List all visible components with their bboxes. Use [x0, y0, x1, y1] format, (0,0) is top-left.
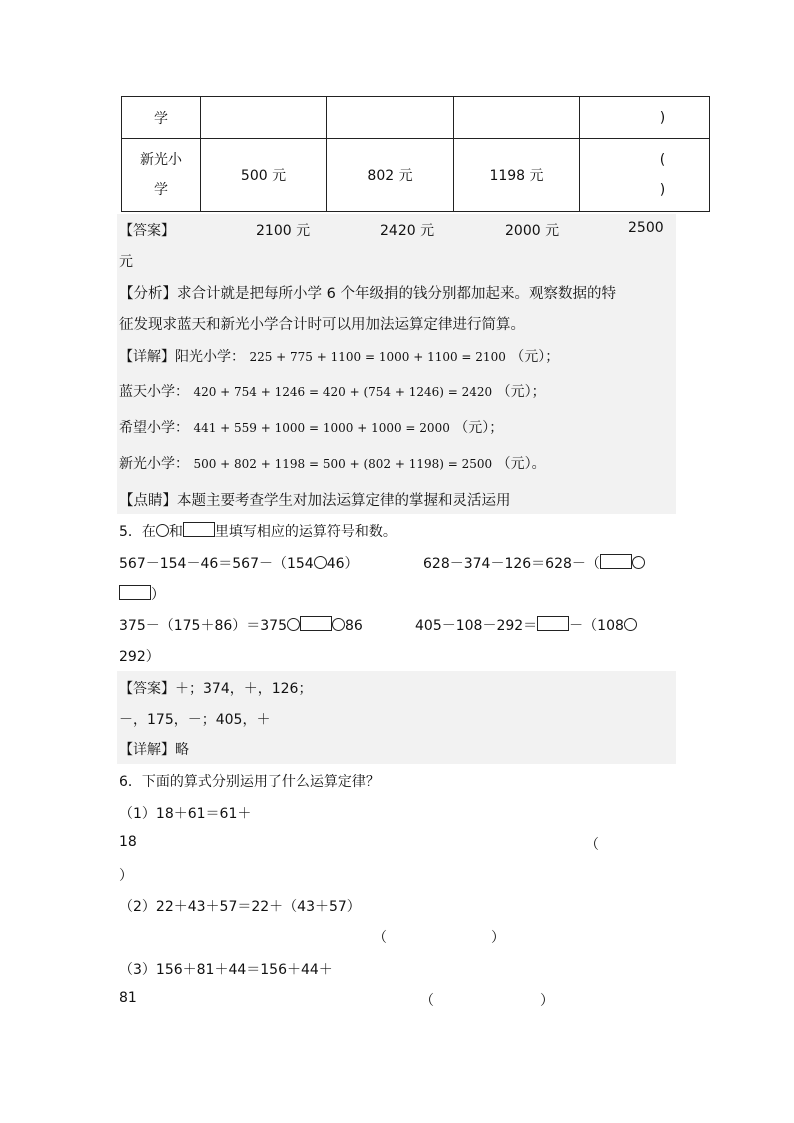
- q5-title-and: 和: [168, 524, 183, 540]
- q6-part-1: （1）18＋61＝61＋: [119, 806, 252, 822]
- q5-expr-2b: ）: [151, 587, 165, 603]
- q6-part-3-cont: 81: [119, 990, 137, 1006]
- circle-blank-icon: [156, 524, 169, 537]
- total-open-paren: (: [659, 152, 666, 168]
- q5-title-prefix: 5．在: [119, 524, 156, 540]
- q5-expr-3b: 86: [344, 618, 363, 634]
- q5-expr-2a: 628－374－126＝628－（: [423, 556, 600, 572]
- detail-school-label: 新光小学：: [119, 456, 189, 472]
- table-cell: 学: [122, 97, 201, 139]
- q6-part-1-open-paren: （: [585, 837, 599, 853]
- table-cell-total: [580, 139, 710, 212]
- q6-part-2-close-paren: ）: [491, 930, 505, 946]
- detail-label: 【详解】阳光小学：: [119, 349, 245, 365]
- table-cell: 1198 元: [454, 139, 580, 212]
- comment-line: 【点睛】本题主要考查学生对加法运算定律的掌握和灵活运用: [119, 493, 511, 509]
- table-cell-school: [122, 139, 201, 212]
- detail-school-label: 蓝天小学：: [119, 384, 189, 400]
- detail-school-label: 希望小学：: [119, 420, 189, 436]
- circle-blank-icon: [332, 618, 345, 631]
- detail-unit-1: （元）；: [510, 349, 560, 365]
- detail-expression-1: 225 + 775 + 1100 = 1000 + 1100 = 2100: [249, 350, 506, 364]
- q6-title: 6．下面的算式分别运用了什么运算定律？: [119, 774, 380, 790]
- q5-expr-1a: 567－154－46＝567－（154: [119, 556, 314, 572]
- q5-expr-4b: －（108: [569, 618, 624, 634]
- box-blank-icon: [300, 616, 332, 631]
- box-blank-icon: [119, 585, 151, 600]
- box-blank-icon: [183, 522, 215, 537]
- table-cell: [327, 97, 454, 139]
- q5-detail: 【详解】略: [119, 742, 189, 758]
- school-name-line2: 学: [154, 182, 168, 198]
- answer-value-1: 2100 元: [256, 223, 311, 239]
- table-cell: [454, 97, 580, 139]
- q5-line-4: 292）: [119, 649, 160, 665]
- donation-table: [121, 96, 710, 212]
- detail-expression-4: 500 + 802 + 1198 = 500 + (802 + 1198) = 2500: [193, 457, 493, 471]
- detail-expression-2: 420 + 754 + 1246 = 420 + (754 + 1246) = 2420: [193, 385, 493, 399]
- q5-title: [119, 521, 397, 541]
- school-name-line1: 新光小: [140, 152, 182, 168]
- q5-line-2: [119, 584, 165, 604]
- circle-blank-icon: [624, 618, 637, 631]
- table-cell: 500 元: [201, 139, 327, 212]
- table-cell: 802 元: [327, 139, 454, 212]
- circle-blank-icon: [632, 556, 645, 569]
- q5-line-1-left: [119, 553, 359, 573]
- q5-answer-line-1: 【答案】＋；374，＋，126；: [119, 681, 313, 697]
- detail-line-2: [119, 381, 546, 401]
- detail-unit-3: （元）；: [454, 420, 504, 436]
- answer-value-4: 2500: [628, 220, 664, 236]
- table-row: [122, 139, 710, 212]
- detail-unit-4: （元）。: [496, 456, 546, 472]
- q6-part-3-open-paren: （: [420, 993, 434, 1009]
- q5-line-3-right: [415, 615, 637, 635]
- q6-part-1-close-paren: ）: [119, 868, 133, 884]
- q6-part-3-close-paren: ）: [540, 993, 554, 1009]
- q6-part-2-open-paren: （: [373, 930, 387, 946]
- total-close-paren: ): [659, 182, 666, 198]
- q6-part-2: （2）22＋43＋57＝22＋（43＋57）: [119, 899, 361, 915]
- detail-expression-3: 441 + 559 + 1000 = 1000 + 1000 = 2000: [193, 421, 450, 435]
- detail-line-4: [119, 453, 546, 473]
- table-cell: ): [580, 97, 710, 139]
- circle-blank-icon: [314, 556, 327, 569]
- detail-line-1: [119, 346, 559, 366]
- box-blank-icon: [537, 616, 569, 631]
- answer-value-4-unit: 元: [119, 254, 133, 270]
- analysis-line-2: 征发现求蓝天和新光小学合计时可以用加法运算定律进行简算。: [119, 317, 525, 333]
- q5-expr-4a: 405－108－292＝: [415, 618, 538, 634]
- circle-blank-icon: [287, 618, 300, 631]
- detail-unit-2: （元）；: [496, 384, 546, 400]
- q5-answer-line-2: －，175，－；405，＋: [119, 712, 271, 728]
- answer-value-2: 2420 元: [380, 223, 435, 239]
- q5-expr-1b: 46）: [326, 556, 359, 572]
- q5-line-3-left: [119, 615, 363, 635]
- q5-title-suffix: 里填写相应的运算符号和数。: [214, 524, 397, 540]
- answer-value-3: 2000 元: [505, 223, 560, 239]
- q6-part-1-cont: 18: [119, 834, 137, 850]
- q5-line-1-right: [423, 553, 645, 573]
- table-row: [122, 97, 710, 139]
- analysis-line-1: 【分析】求合计就是把每所小学 6 个年级捐的钱分别都加起来。观察数据的特: [119, 286, 616, 302]
- q5-expr-3a: 375－（175＋86）＝375: [119, 618, 287, 634]
- q6-part-3: （3）156＋81＋44＝156＋44＋: [119, 962, 333, 978]
- table-cell: [201, 97, 327, 139]
- detail-line-3: [119, 417, 503, 437]
- box-blank-icon: [600, 554, 632, 569]
- answer-label: 【答案】: [119, 223, 175, 239]
